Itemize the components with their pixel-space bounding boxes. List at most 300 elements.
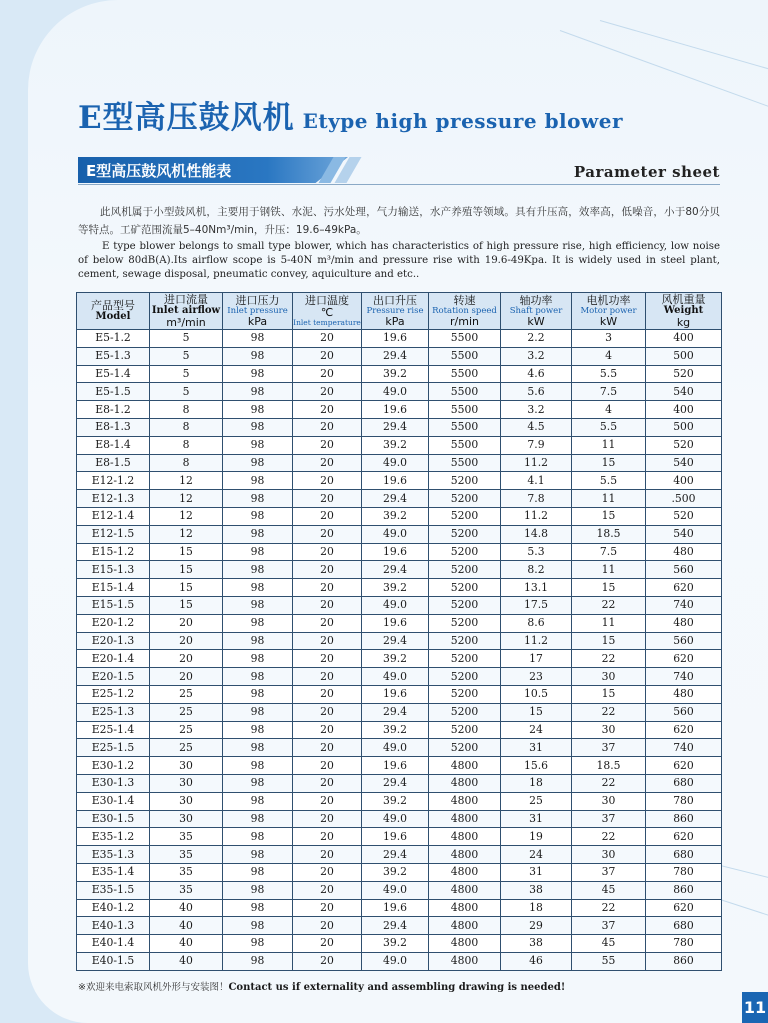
cell-rotation-speed: 5500 bbox=[429, 401, 501, 419]
cell-motor-power: 11 bbox=[572, 614, 646, 632]
table-row bbox=[77, 774, 722, 792]
cell-pressure-rise: 49.0 bbox=[362, 454, 429, 472]
cell-shaft-power: 7.9 bbox=[501, 436, 572, 454]
cell-motor-power: 37 bbox=[572, 810, 646, 828]
cell-inlet-pressure: 98 bbox=[223, 543, 293, 561]
cell-motor-power: 30 bbox=[572, 846, 646, 864]
cell-rotation-speed: 5200 bbox=[429, 579, 501, 597]
cell-inlet-temperature: 20 bbox=[293, 952, 362, 970]
cell-model: E35-1.3 bbox=[77, 846, 150, 864]
cell-motor-power: 22 bbox=[572, 650, 646, 668]
cell-pressure-rise: 29.4 bbox=[362, 917, 429, 935]
cell-rotation-speed: 4800 bbox=[429, 828, 501, 846]
cell-shaft-power: 8.2 bbox=[501, 561, 572, 579]
table-row bbox=[77, 507, 722, 525]
cell-inlet-airflow: 40 bbox=[150, 935, 223, 953]
table-row bbox=[77, 454, 722, 472]
cell-inlet-pressure: 98 bbox=[223, 846, 293, 864]
cell-model: E40-1.4 bbox=[77, 935, 150, 953]
cell-motor-power: 15 bbox=[572, 454, 646, 472]
cell-pressure-rise: 29.4 bbox=[362, 418, 429, 436]
cell-inlet-temperature: 20 bbox=[293, 330, 362, 348]
cell-inlet-temperature: 20 bbox=[293, 703, 362, 721]
cell-inlet-airflow: 15 bbox=[150, 596, 223, 614]
cell-inlet-airflow: 5 bbox=[150, 365, 223, 383]
cell-motor-power: 30 bbox=[572, 721, 646, 739]
cell-shaft-power: 8.6 bbox=[501, 614, 572, 632]
cell-inlet-airflow: 25 bbox=[150, 703, 223, 721]
cell-inlet-airflow: 8 bbox=[150, 436, 223, 454]
cell-inlet-temperature: 20 bbox=[293, 863, 362, 881]
cell-pressure-rise: 49.0 bbox=[362, 952, 429, 970]
table-row bbox=[77, 561, 722, 579]
cell-pressure-rise: 49.0 bbox=[362, 810, 429, 828]
parameter-table bbox=[76, 292, 722, 971]
cell-pressure-rise: 29.4 bbox=[362, 490, 429, 508]
cell-inlet-pressure: 98 bbox=[223, 525, 293, 543]
table-header-row bbox=[77, 293, 722, 330]
cell-shaft-power: 15.6 bbox=[501, 757, 572, 775]
cell-inlet-airflow: 8 bbox=[150, 454, 223, 472]
cell-shaft-power: 3.2 bbox=[501, 401, 572, 419]
cell-shaft-power: 18 bbox=[501, 774, 572, 792]
cell-inlet-airflow: 8 bbox=[150, 418, 223, 436]
header-weight: 风机重量 Weight kg bbox=[646, 293, 722, 330]
cell-rotation-speed: 4800 bbox=[429, 792, 501, 810]
cell-motor-power: 5.5 bbox=[572, 365, 646, 383]
cell-inlet-temperature: 20 bbox=[293, 650, 362, 668]
header-rotation-speed: 转速 Rotation speed r/min bbox=[429, 293, 501, 330]
cell-inlet-airflow: 15 bbox=[150, 579, 223, 597]
cell-weight: 780 bbox=[646, 863, 722, 881]
cell-shaft-power: 13.1 bbox=[501, 579, 572, 597]
cell-inlet-airflow: 15 bbox=[150, 543, 223, 561]
cell-inlet-pressure: 98 bbox=[223, 703, 293, 721]
cell-rotation-speed: 5500 bbox=[429, 347, 501, 365]
cell-inlet-airflow: 35 bbox=[150, 846, 223, 864]
title-english: Etype high pressure blower bbox=[302, 109, 623, 133]
cell-inlet-pressure: 98 bbox=[223, 472, 293, 490]
cell-pressure-rise: 29.4 bbox=[362, 846, 429, 864]
cell-shaft-power: 11.2 bbox=[501, 507, 572, 525]
cell-shaft-power: 38 bbox=[501, 881, 572, 899]
cell-motor-power: 3 bbox=[572, 330, 646, 348]
cell-weight: 740 bbox=[646, 739, 722, 757]
cell-pressure-rise: 39.2 bbox=[362, 935, 429, 953]
footnote-chinese: ※欢迎来电索取风机外形与安装图！ bbox=[78, 982, 229, 993]
cell-pressure-rise: 19.6 bbox=[362, 828, 429, 846]
cell-inlet-pressure: 98 bbox=[223, 863, 293, 881]
cell-weight: 680 bbox=[646, 774, 722, 792]
table-row bbox=[77, 347, 722, 365]
table-row bbox=[77, 543, 722, 561]
cell-shaft-power: 4.1 bbox=[501, 472, 572, 490]
cell-model: E15-1.5 bbox=[77, 596, 150, 614]
cell-motor-power: 11 bbox=[572, 561, 646, 579]
cell-shaft-power: 4.5 bbox=[501, 418, 572, 436]
cell-model: E30-1.5 bbox=[77, 810, 150, 828]
cell-model: E30-1.2 bbox=[77, 757, 150, 775]
cell-inlet-pressure: 98 bbox=[223, 579, 293, 597]
cell-motor-power: 5.5 bbox=[572, 472, 646, 490]
cell-model: E35-1.2 bbox=[77, 828, 150, 846]
cell-inlet-pressure: 98 bbox=[223, 650, 293, 668]
cell-weight: 780 bbox=[646, 935, 722, 953]
cell-rotation-speed: 5200 bbox=[429, 614, 501, 632]
header-inlet-temperature: 进口温度 ℃ Inlet temperature bbox=[293, 293, 362, 330]
cell-motor-power: 18.5 bbox=[572, 757, 646, 775]
table-row bbox=[77, 668, 722, 686]
title-chinese: E型高压鼓风机 bbox=[78, 100, 295, 136]
cell-shaft-power: 25 bbox=[501, 792, 572, 810]
cell-weight: 520 bbox=[646, 365, 722, 383]
cell-inlet-pressure: 98 bbox=[223, 917, 293, 935]
cell-shaft-power: 19 bbox=[501, 828, 572, 846]
cell-shaft-power: 14.8 bbox=[501, 525, 572, 543]
table-row bbox=[77, 935, 722, 953]
table-row bbox=[77, 757, 722, 775]
cell-weight: 520 bbox=[646, 436, 722, 454]
cell-model: E25-1.2 bbox=[77, 685, 150, 703]
cell-inlet-airflow: 30 bbox=[150, 792, 223, 810]
table-row bbox=[77, 846, 722, 864]
cell-inlet-pressure: 98 bbox=[223, 685, 293, 703]
cell-weight: 540 bbox=[646, 525, 722, 543]
cell-rotation-speed: 5500 bbox=[429, 436, 501, 454]
table-row bbox=[77, 685, 722, 703]
cell-inlet-airflow: 40 bbox=[150, 952, 223, 970]
cell-inlet-pressure: 98 bbox=[223, 614, 293, 632]
cell-weight: 560 bbox=[646, 632, 722, 650]
cell-pressure-rise: 49.0 bbox=[362, 596, 429, 614]
cell-rotation-speed: 5200 bbox=[429, 668, 501, 686]
cell-model: E25-1.3 bbox=[77, 703, 150, 721]
cell-rotation-speed: 5200 bbox=[429, 490, 501, 508]
cell-inlet-pressure: 98 bbox=[223, 383, 293, 401]
cell-inlet-pressure: 98 bbox=[223, 401, 293, 419]
cell-shaft-power: 11.2 bbox=[501, 632, 572, 650]
table-row bbox=[77, 472, 722, 490]
cell-inlet-pressure: 98 bbox=[223, 810, 293, 828]
cell-inlet-temperature: 20 bbox=[293, 792, 362, 810]
cell-shaft-power: 24 bbox=[501, 721, 572, 739]
cell-inlet-airflow: 25 bbox=[150, 739, 223, 757]
cell-shaft-power: 2.2 bbox=[501, 330, 572, 348]
table-row bbox=[77, 614, 722, 632]
cell-pressure-rise: 49.0 bbox=[362, 383, 429, 401]
table-row bbox=[77, 525, 722, 543]
cell-inlet-pressure: 98 bbox=[223, 881, 293, 899]
cell-model: E20-1.4 bbox=[77, 650, 150, 668]
footnote bbox=[78, 979, 565, 993]
cell-model: E35-1.4 bbox=[77, 863, 150, 881]
cell-model: E30-1.4 bbox=[77, 792, 150, 810]
cell-pressure-rise: 39.2 bbox=[362, 365, 429, 383]
cell-weight: 620 bbox=[646, 721, 722, 739]
cell-weight: 680 bbox=[646, 846, 722, 864]
cell-shaft-power: 3.2 bbox=[501, 347, 572, 365]
cell-inlet-pressure: 98 bbox=[223, 774, 293, 792]
cell-inlet-temperature: 20 bbox=[293, 383, 362, 401]
cell-inlet-temperature: 20 bbox=[293, 899, 362, 917]
cell-inlet-temperature: 20 bbox=[293, 401, 362, 419]
cell-model: E8-1.3 bbox=[77, 418, 150, 436]
cell-rotation-speed: 4800 bbox=[429, 881, 501, 899]
cell-weight: 620 bbox=[646, 757, 722, 775]
cell-motor-power: 30 bbox=[572, 792, 646, 810]
cell-shaft-power: 31 bbox=[501, 810, 572, 828]
cell-inlet-pressure: 98 bbox=[223, 490, 293, 508]
cell-pressure-rise: 19.6 bbox=[362, 757, 429, 775]
cell-pressure-rise: 19.6 bbox=[362, 899, 429, 917]
cell-inlet-airflow: 15 bbox=[150, 561, 223, 579]
cell-inlet-temperature: 20 bbox=[293, 757, 362, 775]
cell-inlet-airflow: 25 bbox=[150, 721, 223, 739]
cell-inlet-airflow: 35 bbox=[150, 863, 223, 881]
cell-inlet-temperature: 20 bbox=[293, 721, 362, 739]
cell-inlet-pressure: 98 bbox=[223, 792, 293, 810]
cell-model: E25-1.5 bbox=[77, 739, 150, 757]
cell-inlet-airflow: 30 bbox=[150, 774, 223, 792]
cell-rotation-speed: 5500 bbox=[429, 365, 501, 383]
cell-inlet-pressure: 98 bbox=[223, 596, 293, 614]
cell-motor-power: 37 bbox=[572, 917, 646, 935]
cell-inlet-pressure: 98 bbox=[223, 330, 293, 348]
cell-weight: 540 bbox=[646, 454, 722, 472]
cell-shaft-power: 7.8 bbox=[501, 490, 572, 508]
cell-pressure-rise: 19.6 bbox=[362, 401, 429, 419]
cell-model: E15-1.3 bbox=[77, 561, 150, 579]
cell-inlet-airflow: 5 bbox=[150, 330, 223, 348]
cell-motor-power: 11 bbox=[572, 436, 646, 454]
cell-model: E5-1.2 bbox=[77, 330, 150, 348]
cell-motor-power: 30 bbox=[572, 668, 646, 686]
cell-motor-power: 37 bbox=[572, 863, 646, 881]
cell-inlet-pressure: 98 bbox=[223, 952, 293, 970]
cell-weight: 560 bbox=[646, 703, 722, 721]
cell-model: E20-1.5 bbox=[77, 668, 150, 686]
cell-model: E5-1.5 bbox=[77, 383, 150, 401]
cell-shaft-power: 10.5 bbox=[501, 685, 572, 703]
cell-weight: 400 bbox=[646, 401, 722, 419]
cell-weight: 860 bbox=[646, 810, 722, 828]
cell-inlet-temperature: 20 bbox=[293, 632, 362, 650]
cell-inlet-temperature: 20 bbox=[293, 810, 362, 828]
cell-inlet-airflow: 20 bbox=[150, 632, 223, 650]
header-model: 产品型号 Model bbox=[77, 293, 150, 330]
cell-inlet-pressure: 98 bbox=[223, 418, 293, 436]
cell-inlet-airflow: 35 bbox=[150, 828, 223, 846]
cell-model: E20-1.2 bbox=[77, 614, 150, 632]
cell-motor-power: 15 bbox=[572, 507, 646, 525]
cell-inlet-airflow: 30 bbox=[150, 810, 223, 828]
cell-motor-power: 45 bbox=[572, 881, 646, 899]
cell-pressure-rise: 49.0 bbox=[362, 525, 429, 543]
cell-pressure-rise: 29.4 bbox=[362, 347, 429, 365]
table-row bbox=[77, 579, 722, 597]
cell-motor-power: 18.5 bbox=[572, 525, 646, 543]
intro-english: E type blower belongs to small type blower, which has characteristics of high pressure rise, high efficiency, low noise of below 80dB(A).Its airflow scope is 5-40N m³/min and pressure rise with 19.6-49Kpa. It is widely used in steel plant, cement, sewage disposal, pneumatic convey, aquiculture and etc.. bbox=[78, 241, 720, 280]
cell-rotation-speed: 5200 bbox=[429, 703, 501, 721]
cell-shaft-power: 29 bbox=[501, 917, 572, 935]
cell-weight: 500 bbox=[646, 418, 722, 436]
table-row bbox=[77, 330, 722, 348]
cell-inlet-airflow: 40 bbox=[150, 917, 223, 935]
cell-pressure-rise: 39.2 bbox=[362, 436, 429, 454]
cell-weight: .500 bbox=[646, 490, 722, 508]
cell-weight: 740 bbox=[646, 596, 722, 614]
cell-inlet-airflow: 40 bbox=[150, 899, 223, 917]
table-row bbox=[77, 596, 722, 614]
cell-weight: 620 bbox=[646, 828, 722, 846]
cell-weight: 740 bbox=[646, 668, 722, 686]
cell-weight: 500 bbox=[646, 347, 722, 365]
cell-inlet-temperature: 20 bbox=[293, 561, 362, 579]
cell-motor-power: 15 bbox=[572, 685, 646, 703]
header-motor-power: 电机功率 Motor power kW bbox=[572, 293, 646, 330]
cell-shaft-power: 5.3 bbox=[501, 543, 572, 561]
cell-model: E40-1.5 bbox=[77, 952, 150, 970]
cell-inlet-pressure: 98 bbox=[223, 347, 293, 365]
cell-rotation-speed: 4800 bbox=[429, 863, 501, 881]
cell-model: E15-1.4 bbox=[77, 579, 150, 597]
cell-shaft-power: 31 bbox=[501, 863, 572, 881]
intro-chinese: 此风机属于小型鼓风机，主要用于钢铁、水泥、污水处理，气力输送，水产养殖等领域。具有升压高，效率高，低噪音，小于80分贝等特点。工矿范围流量5–40Nm³/min，升压：19.6–49kPa。 bbox=[78, 206, 720, 236]
cell-rotation-speed: 4800 bbox=[429, 935, 501, 953]
cell-motor-power: 45 bbox=[572, 935, 646, 953]
cell-inlet-airflow: 5 bbox=[150, 347, 223, 365]
cell-rotation-speed: 4800 bbox=[429, 917, 501, 935]
cell-inlet-temperature: 20 bbox=[293, 579, 362, 597]
cell-model: E40-1.3 bbox=[77, 917, 150, 935]
cell-inlet-pressure: 98 bbox=[223, 561, 293, 579]
cell-pressure-rise: 29.4 bbox=[362, 774, 429, 792]
cell-shaft-power: 18 bbox=[501, 899, 572, 917]
table-row bbox=[77, 810, 722, 828]
cell-model: E5-1.4 bbox=[77, 365, 150, 383]
cell-inlet-airflow: 12 bbox=[150, 490, 223, 508]
table-row bbox=[77, 917, 722, 935]
cell-model: E12-1.3 bbox=[77, 490, 150, 508]
cell-inlet-airflow: 20 bbox=[150, 614, 223, 632]
cell-weight: 620 bbox=[646, 579, 722, 597]
cell-rotation-speed: 5200 bbox=[429, 525, 501, 543]
cell-shaft-power: 11.2 bbox=[501, 454, 572, 472]
table-row bbox=[77, 418, 722, 436]
cell-motor-power: 37 bbox=[572, 739, 646, 757]
cell-motor-power: 22 bbox=[572, 774, 646, 792]
section-label: E型高压鼓风机性能表 bbox=[86, 162, 232, 180]
cell-motor-power: 22 bbox=[572, 899, 646, 917]
cell-inlet-temperature: 20 bbox=[293, 596, 362, 614]
table-row bbox=[77, 952, 722, 970]
cell-rotation-speed: 5200 bbox=[429, 472, 501, 490]
cell-motor-power: 22 bbox=[572, 703, 646, 721]
cell-pressure-rise: 39.2 bbox=[362, 792, 429, 810]
cell-inlet-temperature: 20 bbox=[293, 614, 362, 632]
cell-pressure-rise: 19.6 bbox=[362, 685, 429, 703]
table-row bbox=[77, 703, 722, 721]
cell-inlet-temperature: 20 bbox=[293, 507, 362, 525]
cell-motor-power: 55 bbox=[572, 952, 646, 970]
cell-weight: 860 bbox=[646, 881, 722, 899]
page-number: 11 bbox=[742, 992, 768, 1023]
section-divider bbox=[78, 184, 720, 185]
cell-rotation-speed: 5500 bbox=[429, 330, 501, 348]
cell-rotation-speed: 4800 bbox=[429, 899, 501, 917]
cell-rotation-speed: 5500 bbox=[429, 454, 501, 472]
cell-rotation-speed: 5200 bbox=[429, 739, 501, 757]
cell-inlet-temperature: 20 bbox=[293, 525, 362, 543]
cell-pressure-rise: 39.2 bbox=[362, 579, 429, 597]
header-shaft-power: 轴功率 Shaft power kW bbox=[501, 293, 572, 330]
footnote-english: Contact us if externality and assembling drawing is needed! bbox=[228, 982, 566, 993]
cell-pressure-rise: 49.0 bbox=[362, 668, 429, 686]
cell-inlet-temperature: 20 bbox=[293, 472, 362, 490]
cell-weight: 540 bbox=[646, 383, 722, 401]
table-row bbox=[77, 828, 722, 846]
cell-inlet-pressure: 98 bbox=[223, 828, 293, 846]
cell-pressure-rise: 49.0 bbox=[362, 881, 429, 899]
cell-weight: 620 bbox=[646, 899, 722, 917]
cell-model: E5-1.3 bbox=[77, 347, 150, 365]
cell-inlet-temperature: 20 bbox=[293, 436, 362, 454]
cell-model: E25-1.4 bbox=[77, 721, 150, 739]
cell-shaft-power: 17.5 bbox=[501, 596, 572, 614]
cell-shaft-power: 24 bbox=[501, 846, 572, 864]
cell-motor-power: 11 bbox=[572, 490, 646, 508]
cell-inlet-airflow: 35 bbox=[150, 881, 223, 899]
cell-inlet-temperature: 20 bbox=[293, 935, 362, 953]
cell-motor-power: 4 bbox=[572, 347, 646, 365]
cell-shaft-power: 38 bbox=[501, 935, 572, 953]
cell-inlet-airflow: 20 bbox=[150, 668, 223, 686]
table-row bbox=[77, 401, 722, 419]
cell-weight: 480 bbox=[646, 614, 722, 632]
cell-rotation-speed: 4800 bbox=[429, 757, 501, 775]
page-title bbox=[78, 92, 623, 137]
cell-model: E8-1.2 bbox=[77, 401, 150, 419]
cell-inlet-temperature: 20 bbox=[293, 828, 362, 846]
cell-pressure-rise: 19.6 bbox=[362, 330, 429, 348]
cell-weight: 480 bbox=[646, 543, 722, 561]
cell-inlet-airflow: 20 bbox=[150, 650, 223, 668]
header-pressure-rise: 出口升压 Pressure rise kPa bbox=[362, 293, 429, 330]
table-row bbox=[77, 383, 722, 401]
cell-rotation-speed: 4800 bbox=[429, 952, 501, 970]
cell-inlet-temperature: 20 bbox=[293, 774, 362, 792]
cell-rotation-speed: 4800 bbox=[429, 846, 501, 864]
cell-weight: 560 bbox=[646, 561, 722, 579]
cell-motor-power: 22 bbox=[572, 596, 646, 614]
cell-rotation-speed: 5200 bbox=[429, 632, 501, 650]
cell-model: E12-1.2 bbox=[77, 472, 150, 490]
cell-shaft-power: 31 bbox=[501, 739, 572, 757]
cell-rotation-speed: 5200 bbox=[429, 596, 501, 614]
cell-inlet-pressure: 98 bbox=[223, 507, 293, 525]
cell-rotation-speed: 5200 bbox=[429, 507, 501, 525]
cell-motor-power: 5.5 bbox=[572, 418, 646, 436]
cell-inlet-pressure: 98 bbox=[223, 757, 293, 775]
table-body bbox=[77, 330, 722, 971]
cell-inlet-temperature: 20 bbox=[293, 543, 362, 561]
cell-inlet-airflow: 12 bbox=[150, 525, 223, 543]
cell-model: E8-1.5 bbox=[77, 454, 150, 472]
table-row bbox=[77, 436, 722, 454]
cell-rotation-speed: 5500 bbox=[429, 383, 501, 401]
cell-inlet-temperature: 20 bbox=[293, 454, 362, 472]
cell-inlet-temperature: 20 bbox=[293, 881, 362, 899]
